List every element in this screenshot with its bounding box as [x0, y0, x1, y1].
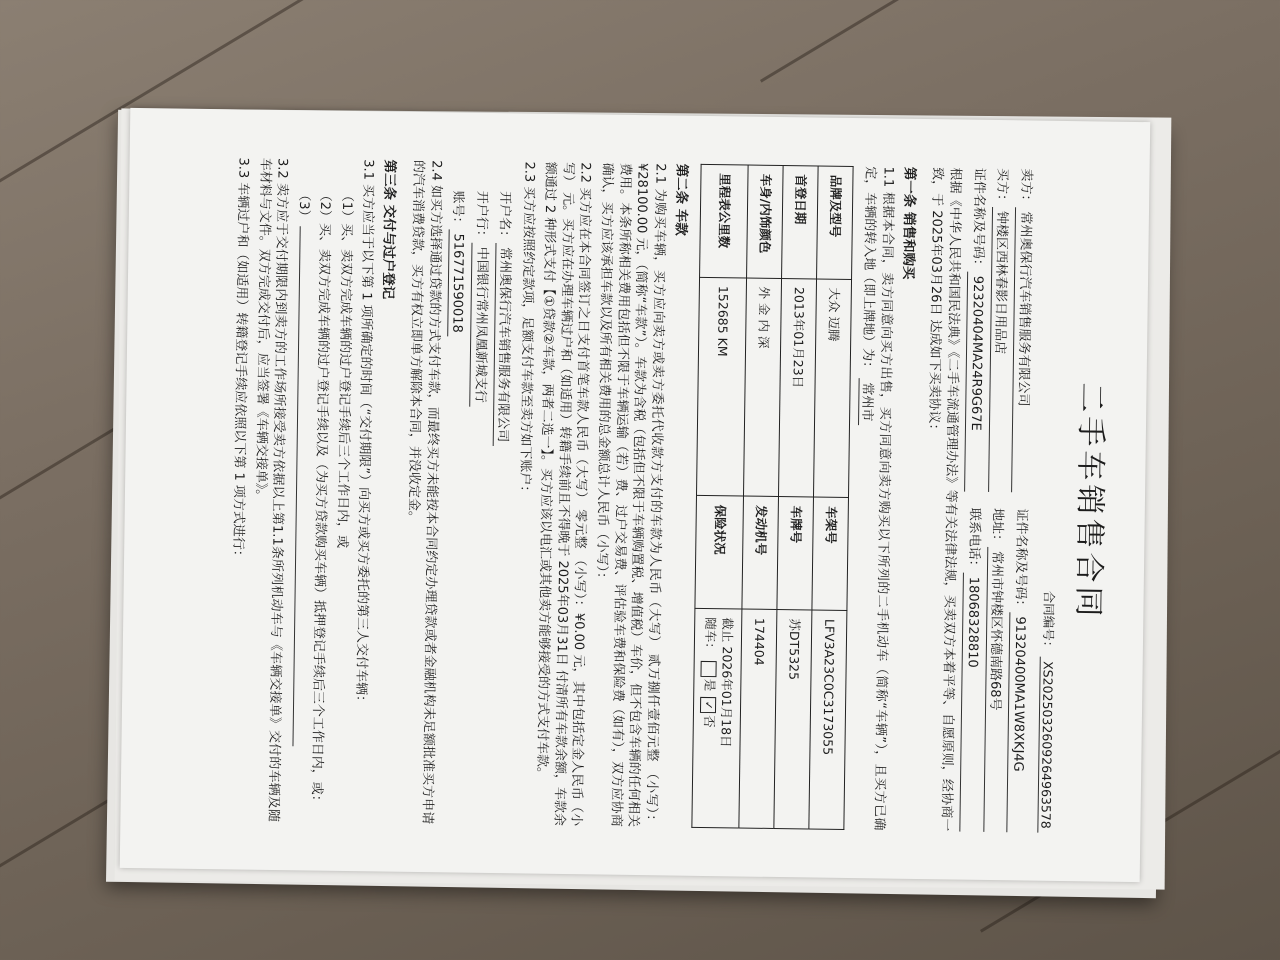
- clause-2-2: 2.2 买方应在本合同签订之日支付首笔车款人民币（大写） 零元整 （小写）：¥0.00 元，其中包括定金人民币（小写） 元。买方应在办理车辆过户和（如适用）转籍手续前且不得晚于 2025年03月31日 付清所有车款余额，车款余额通过 2 种形式支付【①贷款②车款，两者二选一】。买方应该以电汇或其他卖方能够接受的方式支付车款。: [534, 161, 594, 827]
- account-name: 常州奥保行汽车销售服务有限公司: [492, 243, 513, 446]
- buyer-address-label: 地址：: [989, 507, 1005, 548]
- article-3-heading: 第三条 交付与过户登记: [380, 159, 399, 300]
- buyer-id: 92320404MA24R9G67E: [964, 272, 986, 492]
- buyer-row: [983, 168, 1011, 832]
- buyer-id-row: [959, 168, 987, 832]
- seller-id-label: 证件名称及号码：: [1012, 508, 1029, 613]
- vehicle-table: [691, 164, 853, 830]
- intro-paragraph: 根据《中华人民共和国民法典》《二手车流通管理办法》等有关法律法规，买卖双方本着平等、自愿原则，经协商一致，于 2025年03月26日 达成如下买卖协议：: [926, 167, 963, 832]
- table-row: 车身/内饰颜色 外 金 内 深 发动机号 174404: [738, 165, 782, 828]
- clause-3-3: 3.3 车辆过户和（如适用）转籍登记手续应依照以下第 1 项方式进行：: [230, 157, 251, 563]
- clause-1-1: 1.1 根据本合同，卖方同意向买方出售，买方同意向卖方购买以下所列的二手机动车（简称“车辆”），且买方已确定，车辆的转入地（即上牌地）为： 常州市: [859, 166, 896, 831]
- phone-number: 18068328810: [959, 573, 981, 832]
- clause-2-4: 2.4 如买方选择通过贷款的方式支付车款，而最终买方未能按本合同约定办理贷款或者金融机构未足额批准买方申请的汽车消费贷款，买方有权立即单方解除本合同，并没收定金。: [405, 159, 444, 825]
- table-row: 品牌及型号 大众 迈腾 车架号 LFV3A23C0C3173055: [808, 166, 852, 829]
- account-number: 516771590018: [447, 229, 467, 337]
- bank-name: 中国银行常州凤凰新城支行: [469, 243, 490, 407]
- bank-row: 开户行： 中国银行常州凤凰新城支行: [464, 161, 492, 825]
- clause-2-3: 2.3 买方应按照约定款项，足额支付车款至卖方如下账户：: [516, 161, 537, 499]
- contract-page: [120, 108, 1151, 882]
- seller-row: [1006, 168, 1034, 832]
- seller-name: 常州奥保行汽车销售服务有限公司: [1011, 207, 1034, 492]
- clause-3-1-3: （3）: [285, 158, 312, 822]
- seller-id: 91320400MA1W8XKJ4G: [1006, 612, 1028, 832]
- clause-3-2: 3.2 卖方应于交付期限内到卖方的工作场所接受卖方依据以上第1.1条所列机动车与《车辆交接单》交付的车辆及随车材料与文件。双方完成交付后，应当签署《车辆交接单》。: [252, 157, 290, 823]
- buyer-address: 常州市钟楼区怀德南路68号: [983, 547, 1006, 832]
- phone-label: 联系电话：: [965, 507, 982, 573]
- checkbox-yes[interactable]: [701, 661, 717, 677]
- floor-seam: [760, 0, 1242, 83]
- registration-city: 常州市: [858, 378, 875, 425]
- clause-2-1: 2.1 为购买车辆，买方应向卖方或卖方委托代收款方支付的车款为人民币（大写） 贰万捌仟壹佰元整 （小写）：¥28100.00 元，（简称“车款”）。车款为含税（包括但不限于车辆购置税、增值税）车价，但不包含车辆的任何相关费用。本条所称相关费用包括但不限于车辆运输（若）费、过户交易费、评估验车费和保险费（如有），双方应协商确认，买方应该承担车款以及所有相关费用的总金额总计人民币（小写）：: [593, 162, 668, 828]
- seller-label: 卖方：: [1017, 168, 1034, 208]
- article-2-heading: 第二条 车款: [672, 163, 690, 236]
- buyer-id-label: 证件名称及号码：: [969, 167, 987, 272]
- checkbox-no[interactable]: ✓: [700, 697, 716, 713]
- contract-number: 合同编号： XS20250326092649635​78: [1037, 169, 1063, 833]
- account-name-row: 开户名： 常州奥保行汽车销售服务有限公司: [487, 161, 515, 825]
- insurance-follow: 随车： 是 ✓否: [701, 617, 719, 728]
- buyer-name: 钟楼区西林春影日用品店: [988, 207, 1011, 492]
- table-row: 里程表公里数 152685 KM 保险状况 截止 2026年01月18日 随车： 是 ✓否: [692, 164, 748, 828]
- account-number-row: 账号： 516771590018: [440, 160, 468, 824]
- clause-3-1-2: （2）买、卖双方完成车辆的过户登记手续以及（为买方贷款购买车辆）抵押登记手续后三个工作日内，或：: [308, 188, 333, 808]
- document-title: 二手车销售合同: [1070, 382, 1109, 621]
- buyer-label: 买方：: [994, 167, 1010, 208]
- clause-3-1: 3.1 买方应当于以下第 1 项所确定的时间（“交付期限”）向买方或买方委托的第三人交付车辆：: [353, 159, 376, 709]
- article-1-heading: 第一条 销售和购买: [899, 166, 918, 280]
- clause-3-1-1: （1）买、卖双方完成车辆的过户登记手续后三个工作日内，或: [333, 188, 354, 549]
- table-row: 首登日期 2013年01月23日 车牌号 苏DT5325: [773, 166, 817, 829]
